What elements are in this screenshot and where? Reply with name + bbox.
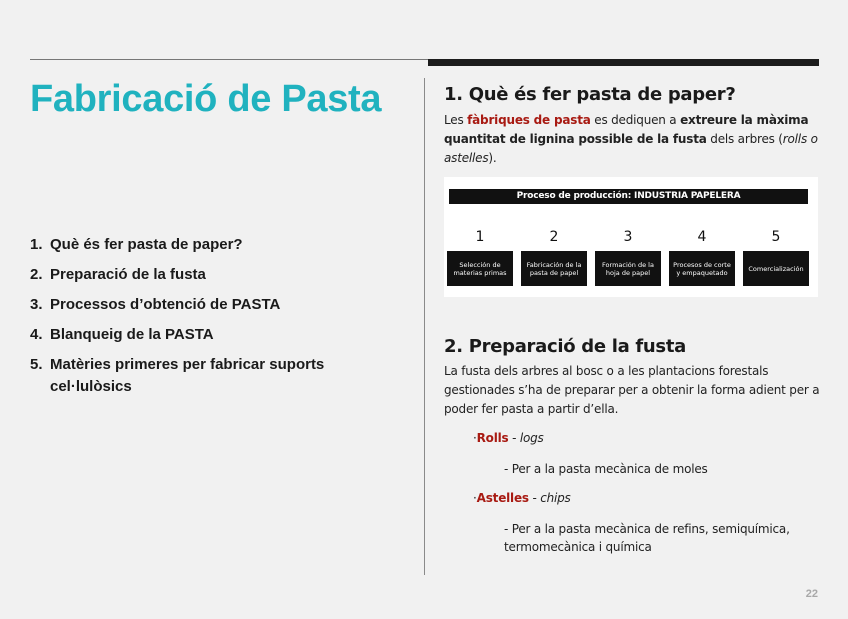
section-2-heading: 2. Preparació de la fusta [444, 336, 686, 357]
toc-number: 3. [30, 296, 43, 313]
text-span: Les [444, 113, 464, 127]
text-span: ). [488, 151, 497, 165]
column-divider [424, 78, 425, 575]
toc-text: Preparació de la fusta [50, 266, 206, 283]
toc-number: 4. [30, 326, 43, 343]
top-rule [30, 59, 428, 60]
toc-item [30, 354, 390, 398]
toc-item [30, 234, 390, 256]
section-1-paragraph [444, 111, 820, 168]
highlight-term: Astelles [476, 491, 529, 505]
italic-phrase: chips [540, 491, 571, 505]
toc-number: 1. [30, 236, 43, 253]
text-span: dels arbres ( [710, 132, 783, 146]
bullet-dot: · [473, 431, 477, 445]
page-number: 22 [805, 588, 818, 600]
text-span: - [508, 431, 520, 445]
toc-text: Què és fer pasta de paper? [50, 236, 243, 253]
italic-phrase: logs [519, 431, 544, 445]
astelles-detail: - Per a la pasta mecànica de refins, semiquímica, termomecànica i química [504, 522, 790, 554]
text-span: - [528, 491, 541, 505]
toc-number: 5. [30, 356, 43, 373]
bullet-dot: · [473, 491, 477, 505]
step-number: 5 [771, 229, 781, 245]
step-number: 2 [549, 229, 559, 245]
step-box: Procesos de corte y empaquetado [669, 251, 735, 286]
step-number: 3 [623, 229, 633, 245]
toc-text: Blanqueig de la PASTA [50, 326, 214, 343]
toc-item [30, 294, 390, 316]
bullet-astelles [473, 491, 571, 505]
rolls-detail: - Per a la pasta mecànica de moles [504, 462, 708, 476]
step-box: Comercialización [743, 251, 809, 286]
toc-item [30, 264, 390, 286]
highlight-term: Rolls [476, 431, 509, 445]
bold-phrase: extreure la màxima quantitat de lignina possible de la fusta [444, 113, 809, 146]
diagram-title: Proceso de producción: INDUSTRIA PAPELERA [449, 189, 808, 204]
toc-number: 2. [30, 266, 43, 283]
step-number: 4 [697, 229, 707, 245]
toc-text: Processos d’obtenció de PASTA [50, 296, 281, 313]
bullet-rolls [473, 431, 544, 445]
highlight-term: fàbriques de pasta [467, 113, 591, 127]
slide-title: Fabricació de Pasta [30, 78, 382, 120]
production-process-diagram [444, 177, 818, 297]
section-2-paragraph: La fusta dels arbres al bosc o a les plantacions forestals gestionades s’ha de preparar per a obtenir la forma adient per a poder fer pasta a partir d’ella. [444, 364, 820, 416]
toc-item [30, 324, 390, 346]
top-rule-accent [428, 59, 819, 66]
step-box: Formación de la hoja de papel [595, 251, 661, 286]
text-span: es dediquen a [594, 113, 677, 127]
step-number: 1 [475, 229, 485, 245]
table-of-contents [30, 234, 390, 406]
toc-text: Matèries primeres per fabricar suports cel·lulòsics [50, 356, 325, 395]
step-box: Selección de materias primas [447, 251, 513, 286]
step-box: Fabricación de la pasta de papel [521, 251, 587, 286]
italic-phrase: rolls o astelles [444, 132, 818, 165]
section-1-heading: 1. Què és fer pasta de paper? [444, 84, 736, 105]
